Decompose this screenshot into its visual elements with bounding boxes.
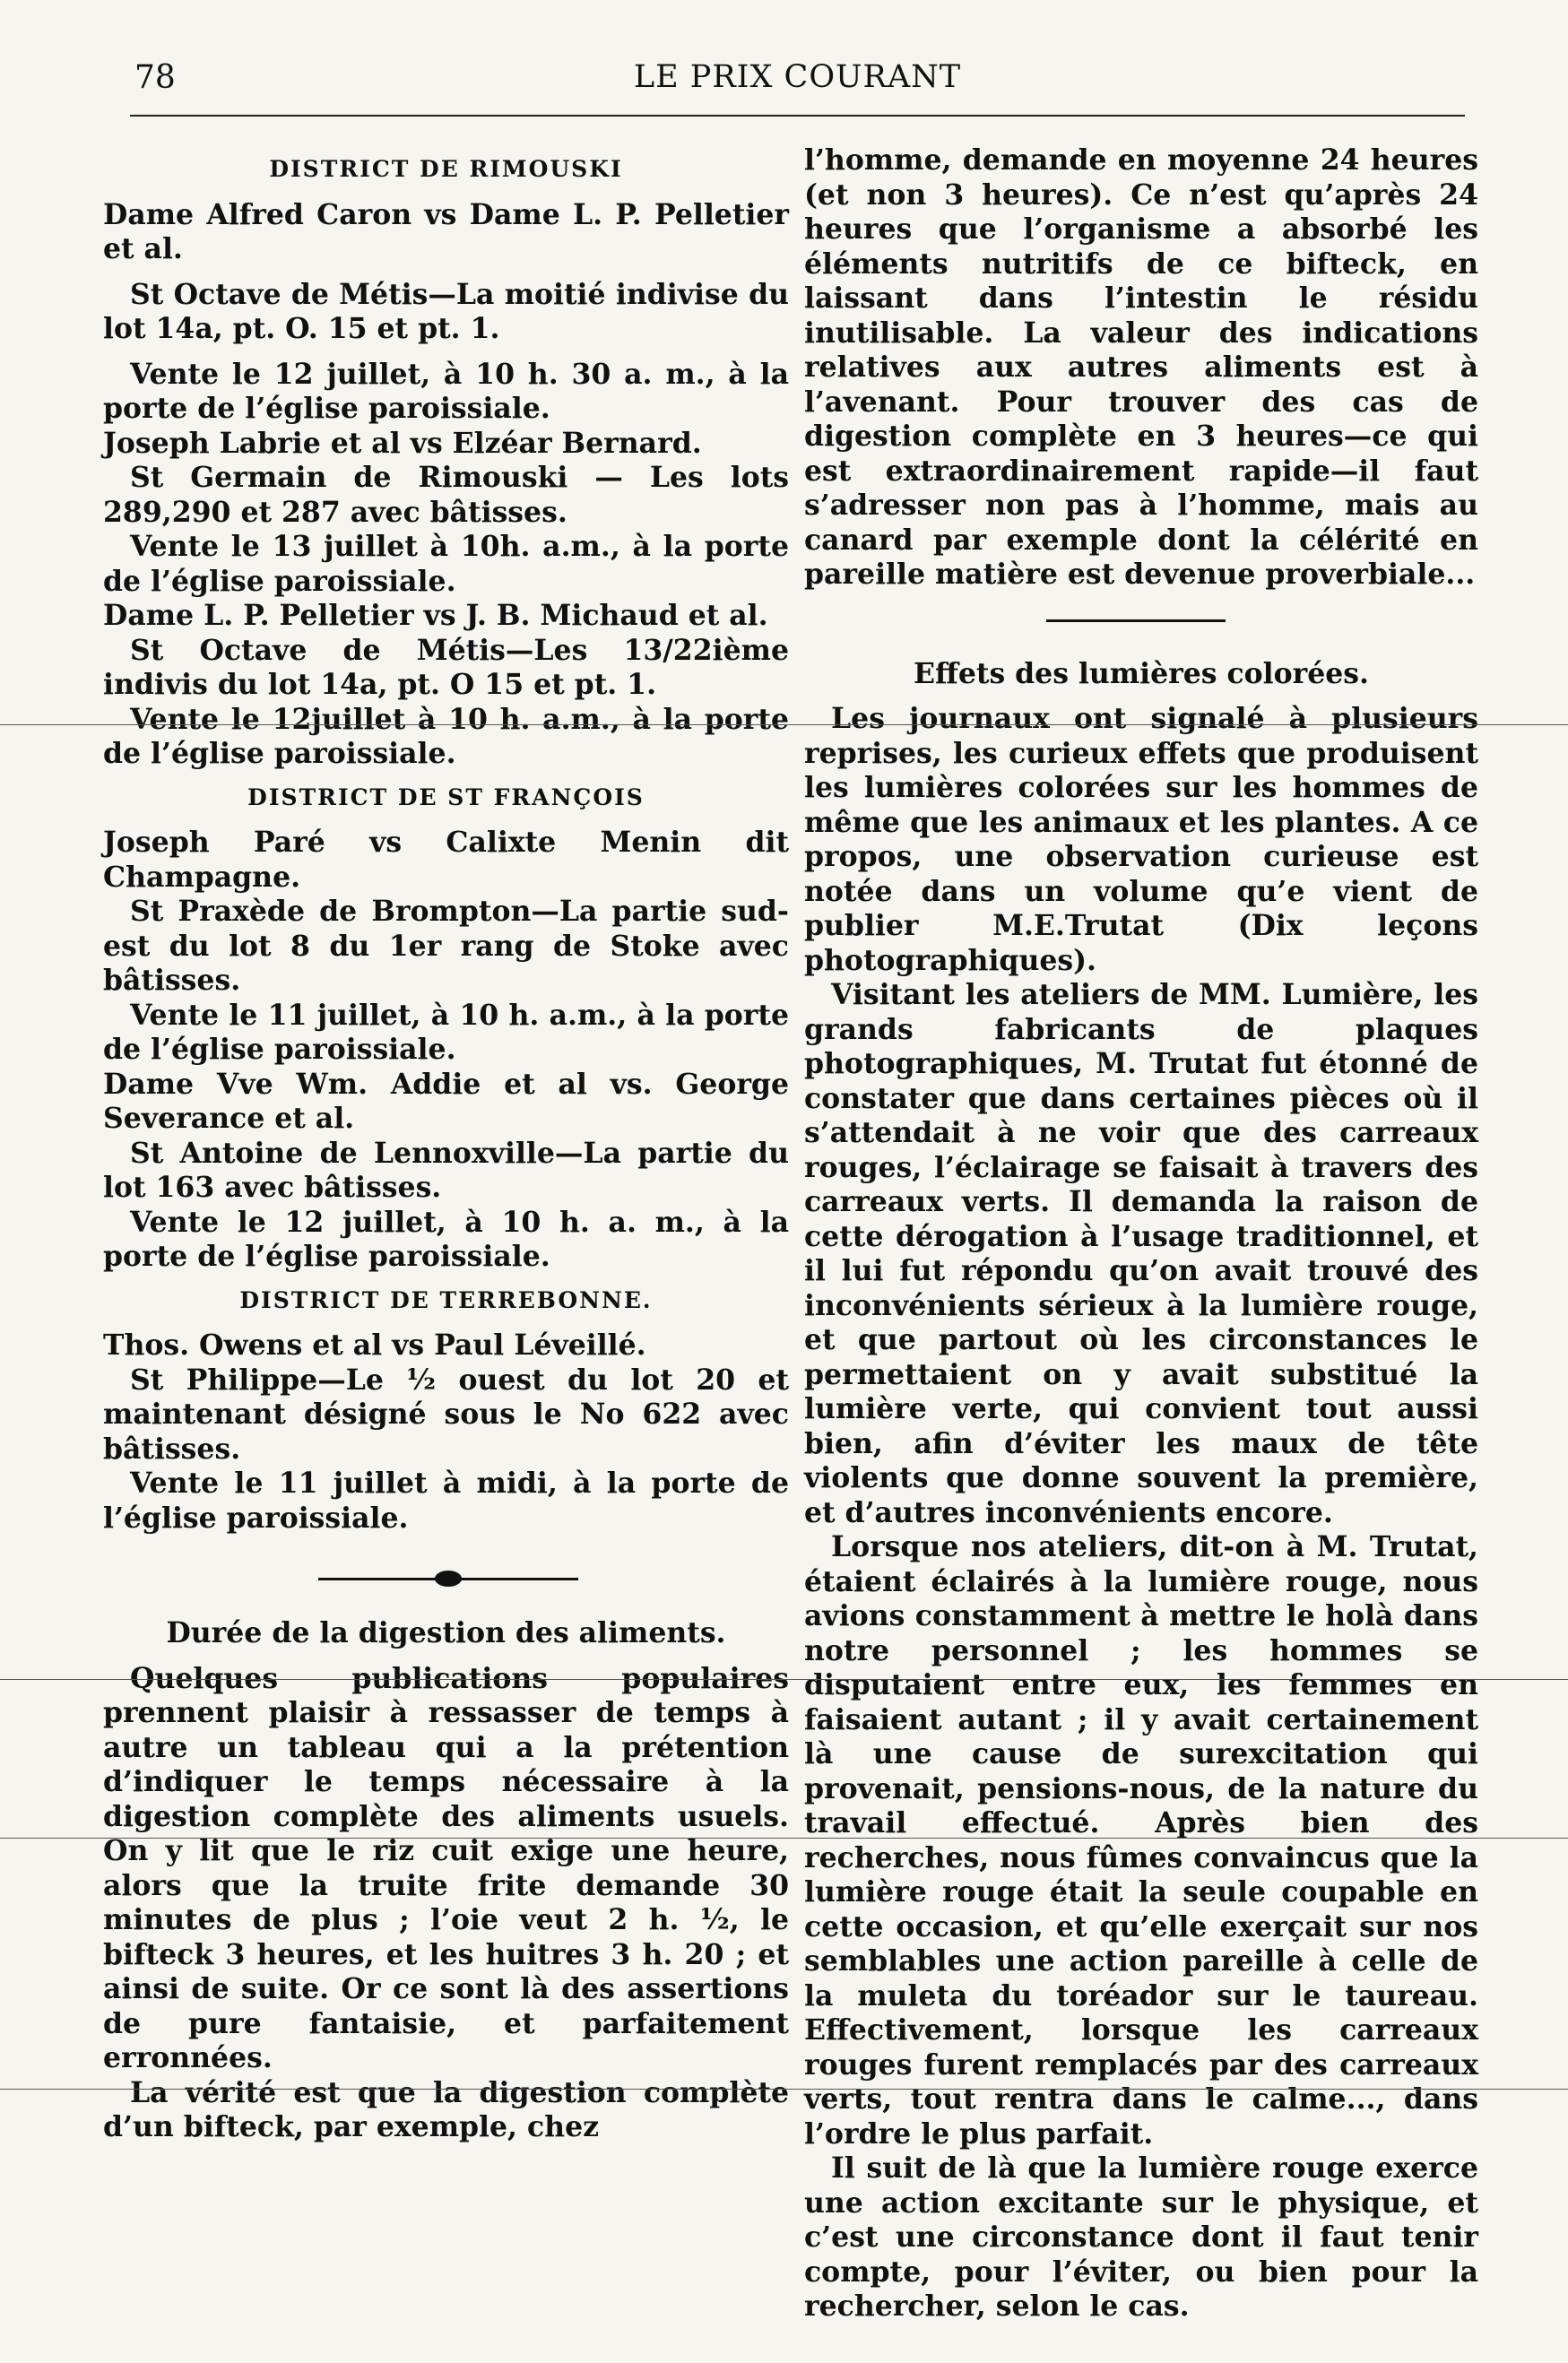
article-title-lumieres: Effets des lumières colorées. — [913, 656, 1369, 690]
article-paragraph: Visitant les ateliers de MM. Lumière, les grands fabricants de plaques photographiques, M. Trutat fut étonné de constater que dans certaines pièces où il s’attendait à ne voir que des carreaux rouges, l’éclairage se faisait à travers des carreaux verts. Il demanda la raison de cette dérogation à l’usage traditionnel, et il lui fut répondu qu’on avait trouvé des inconvénients sérieux à la lumière rouge, et que partout où les circonstances le permettaient on y avait substitué la lumière verte, qui convient tout aussi bien, afin d’éviter les maux de tête violents que donne souvent la première, et d’autres inconvénients encore. — [804, 978, 1478, 1529]
case-lot: St Philippe—Le ½ ouest du lot 20 et maintenant désigné sous le No 622 avec bâtisses. — [103, 1363, 789, 1466]
case-lot: St Octave de Métis—La moitié indivise du lot 14a, pt. O. 15 et pt. 1. — [103, 277, 789, 345]
case-sale: Vente le 11 juillet, à 10 h. a.m., à la porte de l’église paroissiale. — [103, 998, 789, 1066]
case-sale: Vente le 12 juillet, à 10 h. 30 a. m., à la porte de l’église paroissiale. — [103, 357, 789, 425]
scan-line — [0, 1838, 1568, 1839]
article-paragraph: Lorsque nos ateliers, dit-on à M. Trutat, étaient éclairés à la lumière rouge, nous avions constamment à mettre le holà dans notre personnel ; les hommes se disputaient entre eux, les femmes en faisaient autant ; il y avait certainement là une cause de surexcitation qui provenait, pensions-nous, de la nature du travail effectué. Après bien des recherches, nous fûmes convaincus que la lumière rouge était la seule coupable en cette occasion, et qu’elle exerçait sur nos semblables une action pareille à celle de la muleta du toréador sur le taureau. Effectivement, lorsque les carreaux rouges furent remplacés par des carreaux verts, tout rentra dans le calme..., dans l’ordre le plus parfait. — [804, 1530, 1478, 2151]
case-title: Dame L. P. Pelletier vs J. B. Michaud et al. — [103, 599, 768, 632]
article-paragraph: Quelques publications populaires prennent plaisir à ressasser de temps à autre un tableau qui a la prétention d’indiquer le temps nécessaire à la digestion complète des aliments usuels. On y lit que le riz cuit exige une heure, alors que la truite frite demande 30 minutes de plus ; l’oie veut 2 h. ½, le bifteck 3 heures, et les huitres 3 h. 20 ; et ainsi de suite. Or ce sont là des assertions de pure fantaisie, et parfaitement erronnées. — [103, 1661, 789, 2074]
case-lot: St Antoine de Lennoxville—La partie du lot 163 avec bâtisses. — [103, 1136, 789, 1204]
case-sale: Vente le 13 juillet à 10h. a.m., à la porte de l’église paroissiale. — [103, 530, 789, 598]
case-sale: Vente le 12juillet à 10 h. a.m., à la porte de l’église paroissiale. — [103, 702, 789, 770]
header-rule — [130, 115, 1465, 117]
case-title: Joseph Labrie et al vs Elzéar Bernard. — [103, 426, 702, 460]
case-lot: St Germain de Rimouski — Les lots 289,290 et 287 avec bâtisses. — [103, 461, 789, 529]
page-header — [130, 56, 1465, 109]
case-sale: Vente le 12 juillet, à 10 h. a. m., à la porte de l’église paroissiale. — [103, 1205, 789, 1273]
scan-line — [0, 1679, 1568, 1680]
scan-line — [0, 724, 1568, 725]
left-column — [103, 143, 789, 2145]
article-title-digestion: Durée de la digestion des aliments. — [166, 1616, 726, 1649]
page-number: 78 — [134, 59, 176, 96]
case-title: Joseph Paré vs Calixte Menin dit Champagne. — [103, 826, 789, 894]
district-heading-terrebonne: DISTRICT DE TERREBONNE. — [239, 1286, 653, 1313]
case-sale: Vente le 11 juillet à midi, à la porte de l’église paroissiale. — [103, 1467, 789, 1535]
article-paragraph: Les journaux ont signalé à plusieurs reprises, les curieux effets que produisent les lumières colorées sur les hommes de même que les animaux et les plantes. A ce propos, une observation curieuse est notée dans un volume qu’e vient de publier M.E.Trutat (Dix leçons photographiques). — [804, 702, 1478, 977]
running-title: LE PRIX COURANT — [633, 59, 962, 95]
case-lot: St Octave de Métis—Les 13/22ième indivis du lot 14a, pt. O 15 et pt. 1. — [103, 633, 789, 701]
case-title: Dame Alfred Caron vs Dame L. P. Pelletier et al. — [103, 197, 789, 265]
section-divider — [804, 593, 1478, 646]
case-title: Thos. Owens et al vs Paul Léveillé. — [103, 1329, 646, 1362]
district-heading-rimouski: DISTRICT DE RIMOUSKI — [269, 156, 623, 182]
article-paragraph-continued: l’homme, demande en moyenne 24 heures (et non 3 heures). Ce n’est qu’après 24 heures que l’organisme a absorbé les éléments nutritifs de ce bifteck, en laissant dans l’intestin le résidu inutilisable. La valeur des indications relatives aux autres aliments est à l’avenant. Pour trouver des cas de digestion complète en 3 heures—ce qui est extraordinairement rapide—il faut s’adresser non pas à l’homme, mais au canard par exemple dont la célérité en pareille matière est devenue proverbiale... — [804, 143, 1478, 591]
article-paragraph: La vérité est que la digestion complète d’un bifteck, par exemple, chez — [103, 2075, 789, 2143]
case-title: Dame Vve Wm. Addie et al vs. George Severance et al. — [103, 1067, 789, 1135]
ornament-divider — [103, 1561, 789, 1597]
right-column — [804, 143, 1478, 2324]
district-heading-st-francois: DISTRICT DE ST FRANÇOIS — [247, 783, 645, 810]
article-paragraph: Il suit de là que la lumière rouge exerce une action excitante sur le physique, et c’est une circonstance dont il faut tenir compte, pour l’éviter, ou bien pour la rechercher, selon le cas. — [804, 2151, 1478, 2323]
scan-line — [0, 2089, 1568, 2090]
case-lot: St Praxède de Brompton—La partie sud-est du lot 8 du 1er rang de Stoke avec bâtisses. — [103, 895, 789, 997]
